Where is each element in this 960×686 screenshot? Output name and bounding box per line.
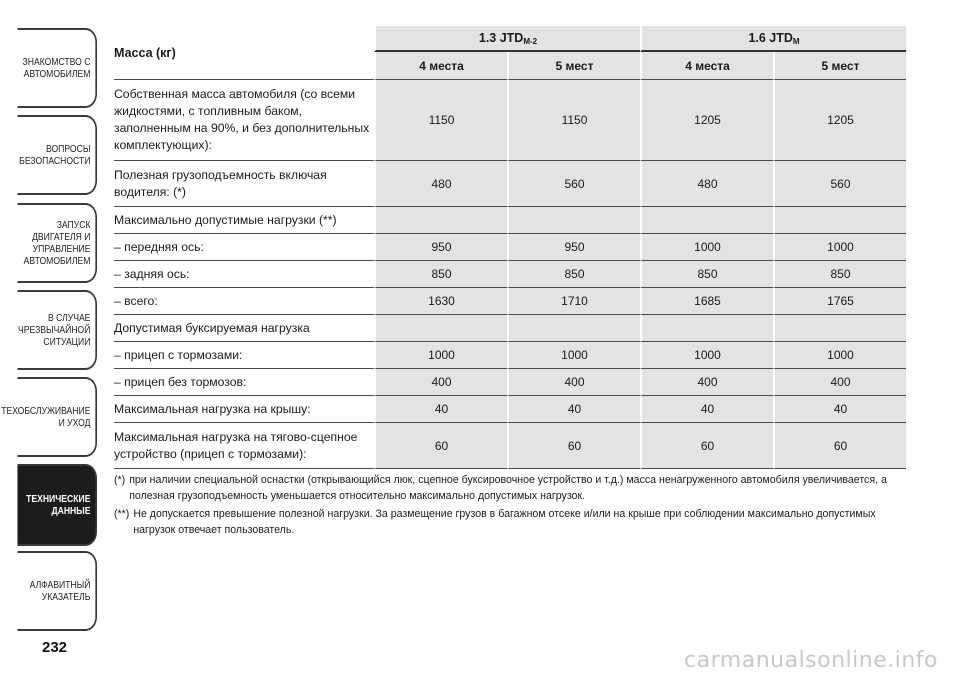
row-value (507, 315, 640, 342)
row-label: – всего: (114, 288, 374, 315)
footnotes (114, 472, 904, 540)
row-label: – прицеп с тормозами: (114, 342, 374, 369)
row-value: 850 (374, 261, 507, 288)
row-value: 560 (507, 161, 640, 207)
row-value: 60 (374, 423, 507, 469)
row-label: – прицеп без тормозов: (114, 369, 374, 396)
row-value: 1685 (640, 288, 773, 315)
tab-maintenance[interactable] (1, 377, 97, 457)
row-value: 1150 (507, 80, 640, 161)
subheader-4-seats: 4 места (640, 52, 773, 80)
row-value (374, 315, 507, 342)
table-row (114, 207, 906, 234)
row-label: Максимальная нагрузка на крышу: (114, 396, 374, 423)
table-row (114, 161, 906, 207)
row-value: 1000 (374, 342, 507, 369)
row-value (640, 315, 773, 342)
subheader-5-seats: 5 мест (773, 52, 906, 80)
tab-label: АЛФАВИТНЫЙ УКАЗАТЕЛЬ (29, 579, 91, 603)
subheader-5-seats: 5 мест (507, 52, 640, 80)
table-row (114, 423, 906, 469)
row-value: 950 (507, 234, 640, 261)
table-row (114, 315, 906, 342)
row-value: 1630 (374, 288, 507, 315)
row-value: 40 (773, 396, 906, 423)
row-label: Максимально допустимые нагрузки (**) (114, 207, 374, 234)
tab-vehicle-intro[interactable] (17, 28, 97, 108)
tab-emergency[interactable] (17, 290, 97, 370)
row-value: 40 (507, 396, 640, 423)
page-number: 232 (42, 639, 68, 656)
row-value: 480 (640, 161, 773, 207)
table-row (114, 396, 906, 423)
row-value: 60 (507, 423, 640, 469)
tab-label: ТЕХНИЧЕСКИЕ ДАННЫЕ (26, 493, 91, 517)
row-value: 60 (773, 423, 906, 469)
row-label: Собственная масса автомобиля (со всеми жидкостями, с топливным баком, заполненным на 90%, и без дополнительных комплектующих): (114, 80, 374, 161)
header-group-13jtd (374, 26, 640, 52)
row-value: 850 (507, 261, 640, 288)
tab-index[interactable] (17, 551, 97, 631)
footnote-mark: (**) (114, 508, 130, 520)
watermark: carmanualsonline.info (684, 648, 938, 673)
mass-table (114, 26, 906, 469)
mass-table-wrapper (114, 26, 906, 469)
header-group-16jtd (640, 26, 906, 52)
tab-engine-start[interactable] (17, 203, 97, 283)
row-value: 1710 (507, 288, 640, 315)
row-value: 40 (374, 396, 507, 423)
row-value: 400 (374, 369, 507, 396)
row-value (507, 207, 640, 234)
row-value: 850 (773, 261, 906, 288)
row-value: 1000 (507, 342, 640, 369)
tab-technical-data[interactable] (17, 464, 97, 546)
row-value: 560 (773, 161, 906, 207)
tab-label: ТЕХОБСЛУЖИВАНИЕ И УХОД (1, 405, 91, 429)
row-value: 480 (374, 161, 507, 207)
row-value: 1000 (640, 342, 773, 369)
table-row (114, 234, 906, 261)
footnote-1 (114, 472, 904, 504)
row-value (773, 315, 906, 342)
footnote-text: при наличии специальной оснастки (открывающийся люк, сцепное буксировочное устройство и т.д.) масса ненагруженного автомобиля увеличивается, а полезная грузоподъемность уменьшается относительно максимально допустимых нагрузок. (129, 474, 887, 502)
row-value: 1205 (773, 80, 906, 161)
table-row (114, 261, 906, 288)
footnote-text: Не допускается превышение полезной нагрузки. За размещение грузов в багажном отсеке и/или на крыше при соблюдении максимально допустимых нагрузок отвечает пользователь. (133, 508, 876, 536)
row-label: Полезная грузоподъемность включая водителя: (*) (114, 161, 374, 207)
row-value: 1000 (640, 234, 773, 261)
footnote-mark: (*) (114, 474, 126, 486)
subheader-4-seats: 4 места (374, 52, 507, 80)
row-value: 400 (640, 369, 773, 396)
group-name: 1.6 JTD (748, 30, 793, 45)
row-value: 1000 (773, 342, 906, 369)
table-row (114, 80, 906, 161)
table-row (114, 369, 906, 396)
group-name: 1.3 JTD (478, 30, 524, 45)
row-value: 1205 (640, 80, 773, 161)
row-value: 60 (640, 423, 773, 469)
row-value: 40 (640, 396, 773, 423)
group-subscript: M-2 (523, 36, 538, 46)
row-label: – задняя ось: (114, 261, 374, 288)
tab-label: В СЛУЧАЕ ЧРЕЗВЫЧАЙНОЙ СИТУАЦИИ (18, 312, 91, 348)
tab-label: ВОПРОСЫ БЕЗОПАСНОСТИ (19, 143, 91, 167)
row-label: – передняя ось: (114, 234, 374, 261)
row-value: 400 (773, 369, 906, 396)
header-mass-label: Масса (кг) (114, 26, 374, 80)
group-subscript: M (792, 36, 800, 46)
row-value: 1000 (773, 234, 906, 261)
row-value: 950 (374, 234, 507, 261)
table-row (114, 288, 906, 315)
row-label: Максимальная нагрузка на тягово-сцепное устройство (прицеп с тормозами): (114, 423, 374, 469)
row-label: Допустимая буксируемая нагрузка (114, 315, 374, 342)
row-value: 1765 (773, 288, 906, 315)
row-value (374, 207, 507, 234)
row-value: 400 (507, 369, 640, 396)
row-value (640, 207, 773, 234)
footnote-2 (114, 506, 904, 538)
tab-safety[interactable] (17, 115, 97, 195)
tab-label: ЗНАКОМСТВО С АВТОМОБИЛЕМ (22, 56, 91, 80)
table-row (114, 342, 906, 369)
row-value: 1150 (374, 80, 507, 161)
row-value: 850 (640, 261, 773, 288)
tab-label: ЗАПУСК ДВИГАТЕЛЯ И УПРАВЛЕНИЕ АВТОМОБИЛЕМ (23, 219, 91, 267)
row-value (773, 207, 906, 234)
